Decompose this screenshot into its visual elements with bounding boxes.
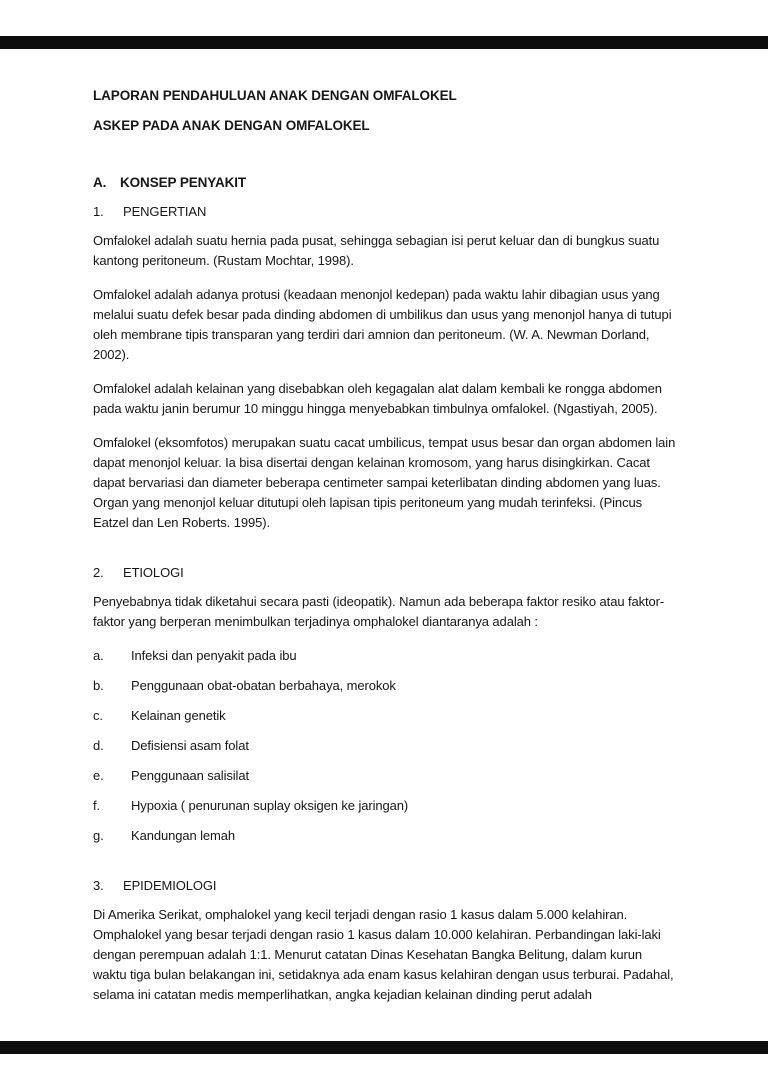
paragraph-definition-dorland: Omfalokel adalah adanya protusi (keadaan menonjol kedepan) pada waktu lahir dibagian usus yang melalui suatu defek besar pada dinding abdomen di umbilikus dan usus yang menonjol hanya di tutupi oleh membrane tipis transparan yang terdiri dari amnion dan peritoneum. (W. A. Newman Dorland, 2002). — [93, 287, 672, 362]
document-subtitle: ASKEP PADA ANAK DENGAN OMFALOKEL — [93, 118, 370, 133]
section-heading-2-etiologi — [93, 563, 677, 583]
document-page — [93, 86, 677, 1019]
section-marker: 3. — [93, 878, 104, 893]
list-text: Penggunaan obat-obatan berbahaya, merokok — [131, 678, 396, 693]
paragraph-etiologi-intro: Penyebabnya tidak diketahui secara pasti (ideopatik). Namun ada beberapa faktor resiko atau faktor-faktor yang berperan menimbulkan terjadinya omphalokel diantaranya adalah : — [93, 594, 665, 629]
list-item-f — [93, 796, 677, 816]
paragraph-definition-eatzel: Omfalokel (eksomfotos) merupakan suatu cacat umbilicus, tempat usus besar dan organ abdomen lain dapat menonjol keluar. Ia bisa disertai dengan kelainan kromosom, yang harus disingkirkan. Cacat dapat bervariasi dan diameter beberapa centimeter sampai keterlibatan dinding abdomen yang luas. Organ yang menonjol keluar ditutupi oleh lapisan tipis peritoneum yang mudah terinfeksi. (Pincus Eatzel dan Len Roberts. 1995). — [93, 435, 676, 530]
paragraph-epidemiologi: Di Amerika Serikat, omphalokel yang kecil terjadi dengan rasio 1 kasus dalam 5.000 kelahiran. Omphalokel yang besar terjadi dengan rasio 1 kasus dalam 10.000 kelahiran. Perbandingan laki-laki dengan perempuan adalah 1:1. Menurut catatan Dinas Kesehatan Bangka Belitung, dalam kurun waktu tiga bulan belakangan ini, setidaknya ada enam kasus kelahiran dengan usus terburai. Padahal, selama ini catatan medis memperlihatkan, angka kejadian kelainan dinding perut adalah — [93, 907, 674, 1002]
list-text: Penggunaan salisilat — [131, 768, 249, 783]
list-marker: g. — [93, 828, 104, 843]
section-marker: 1. — [93, 204, 104, 219]
section-title: ETIOLOGI — [123, 565, 184, 580]
list-marker: e. — [93, 768, 104, 783]
list-item-d — [93, 736, 677, 756]
document-title: LAPORAN PENDAHULUAN ANAK DENGAN OMFALOKEL — [93, 88, 457, 103]
section-heading-3-epidemiologi — [93, 876, 677, 896]
list-text: Kelainan genetik — [131, 708, 226, 723]
bottom-page-edge-bar — [0, 1041, 768, 1054]
section-heading-a — [93, 173, 677, 193]
list-marker: f. — [93, 798, 101, 813]
top-page-edge-bar — [0, 36, 768, 49]
section-title: KONSEP PENYAKIT — [120, 175, 247, 190]
list-text: Defisiensi asam folat — [131, 738, 249, 753]
list-text: Infeksi dan penyakit pada ibu — [131, 648, 297, 663]
section-marker: 2. — [93, 565, 104, 580]
list-item-g — [93, 826, 677, 846]
list-text: Hypoxia ( penurunan suplay oksigen ke jaringan) — [131, 798, 409, 813]
section-title: PENGERTIAN — [123, 204, 207, 219]
list-item-a — [93, 646, 677, 666]
list-marker: b. — [93, 678, 104, 693]
paragraph-definition-ngastiyah: Omfalokel adalah kelainan yang disebabkan oleh kegagalan alat dalam kembali ke rongga abdomen pada waktu janin berumur 10 minggu hingga menyebabkan timbulnya omfalokel. (Ngastiyah, 2005). — [93, 381, 662, 416]
section-title: EPIDEMIOLOGI — [123, 878, 217, 893]
list-text: Kandungan lemah — [131, 828, 236, 843]
list-item-c — [93, 706, 677, 726]
list-marker: d. — [93, 738, 104, 753]
list-item-b — [93, 676, 677, 696]
section-heading-1-pengertian — [93, 202, 677, 222]
paragraph-definition-mochtar: Omfalokel adalah suatu hernia pada pusat, sehingga sebagian isi perut keluar dan di bungkus suatu kantong peritoneum. (Rustam Mochtar, 1998). — [93, 233, 660, 268]
list-marker: c. — [93, 708, 103, 723]
list-item-e — [93, 766, 677, 786]
section-marker: A. — [93, 175, 107, 190]
list-marker: a. — [93, 648, 104, 663]
etiologi-list — [93, 646, 677, 846]
